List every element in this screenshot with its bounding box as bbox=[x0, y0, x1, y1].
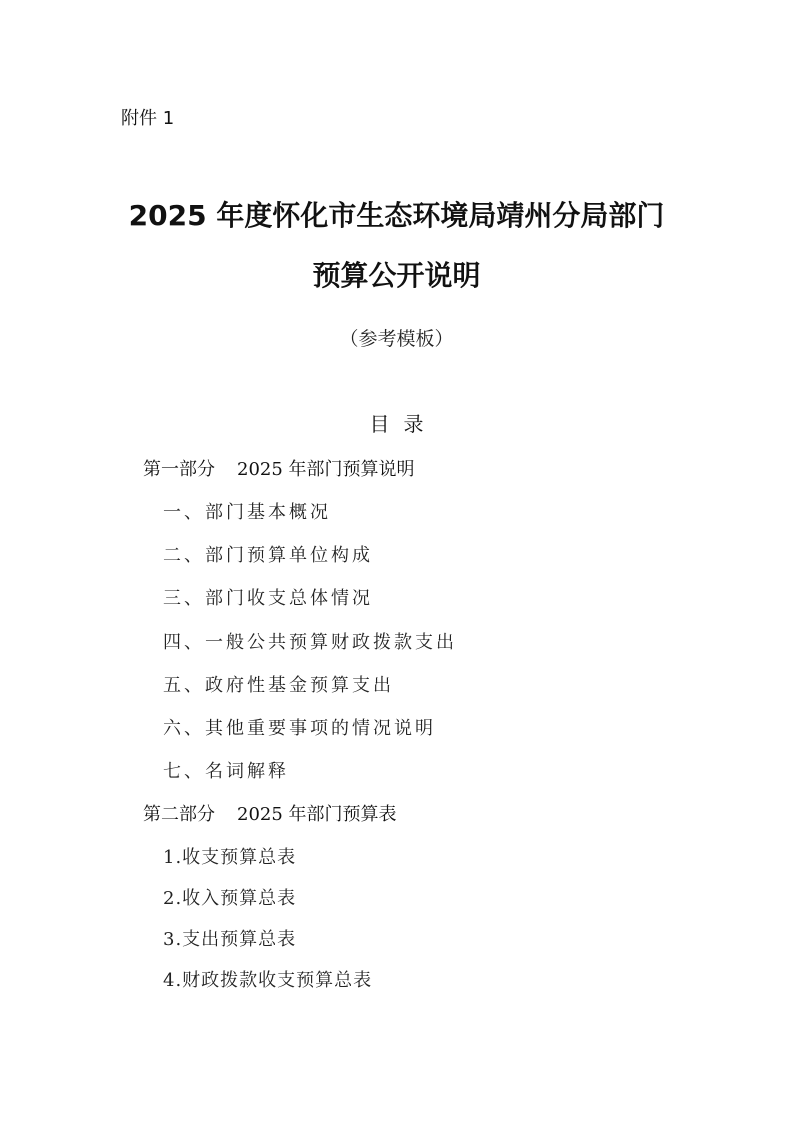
toc-part-1 bbox=[143, 455, 415, 481]
toc-item-2-1: 1.收支预算总表 bbox=[163, 847, 297, 868]
document-title-line1: 2025 年度怀化市生态环境局靖州分局部门 bbox=[128, 199, 665, 232]
toc-item-2-4: 4.财政拨款收支预算总表 bbox=[163, 970, 373, 991]
attachment-label: 附件 1 bbox=[121, 108, 175, 129]
toc-part-1-label: 第一部分 bbox=[143, 459, 215, 480]
toc-item-2-3: 3.支出预算总表 bbox=[163, 929, 297, 950]
toc-item-1-7: 七、名词解释 bbox=[163, 761, 289, 782]
toc-part-1-title: 2025 年部门预算说明 bbox=[237, 459, 415, 480]
toc-item-1-2: 二、部门预算单位构成 bbox=[163, 545, 373, 566]
document-subtitle: （参考模板） bbox=[339, 328, 454, 350]
toc-item-1-1: 一、部门基本概况 bbox=[163, 502, 331, 523]
toc-part-2-label: 第二部分 bbox=[143, 804, 215, 825]
toc-item-1-6: 六、其他重要事项的情况说明 bbox=[163, 718, 436, 739]
toc-item-1-4: 四、一般公共预算财政拨款支出 bbox=[163, 632, 457, 653]
toc-item-2-2: 2.收入预算总表 bbox=[163, 888, 297, 909]
toc-item-1-3: 三、部门收支总体情况 bbox=[163, 588, 373, 609]
document-title-line2: 预算公开说明 bbox=[312, 259, 481, 292]
toc-item-1-5: 五、政府性基金预算支出 bbox=[163, 675, 394, 696]
toc-part-2 bbox=[143, 800, 397, 826]
toc-heading: 目录 bbox=[369, 412, 438, 436]
toc-part-2-title: 2025 年部门预算表 bbox=[237, 804, 397, 825]
